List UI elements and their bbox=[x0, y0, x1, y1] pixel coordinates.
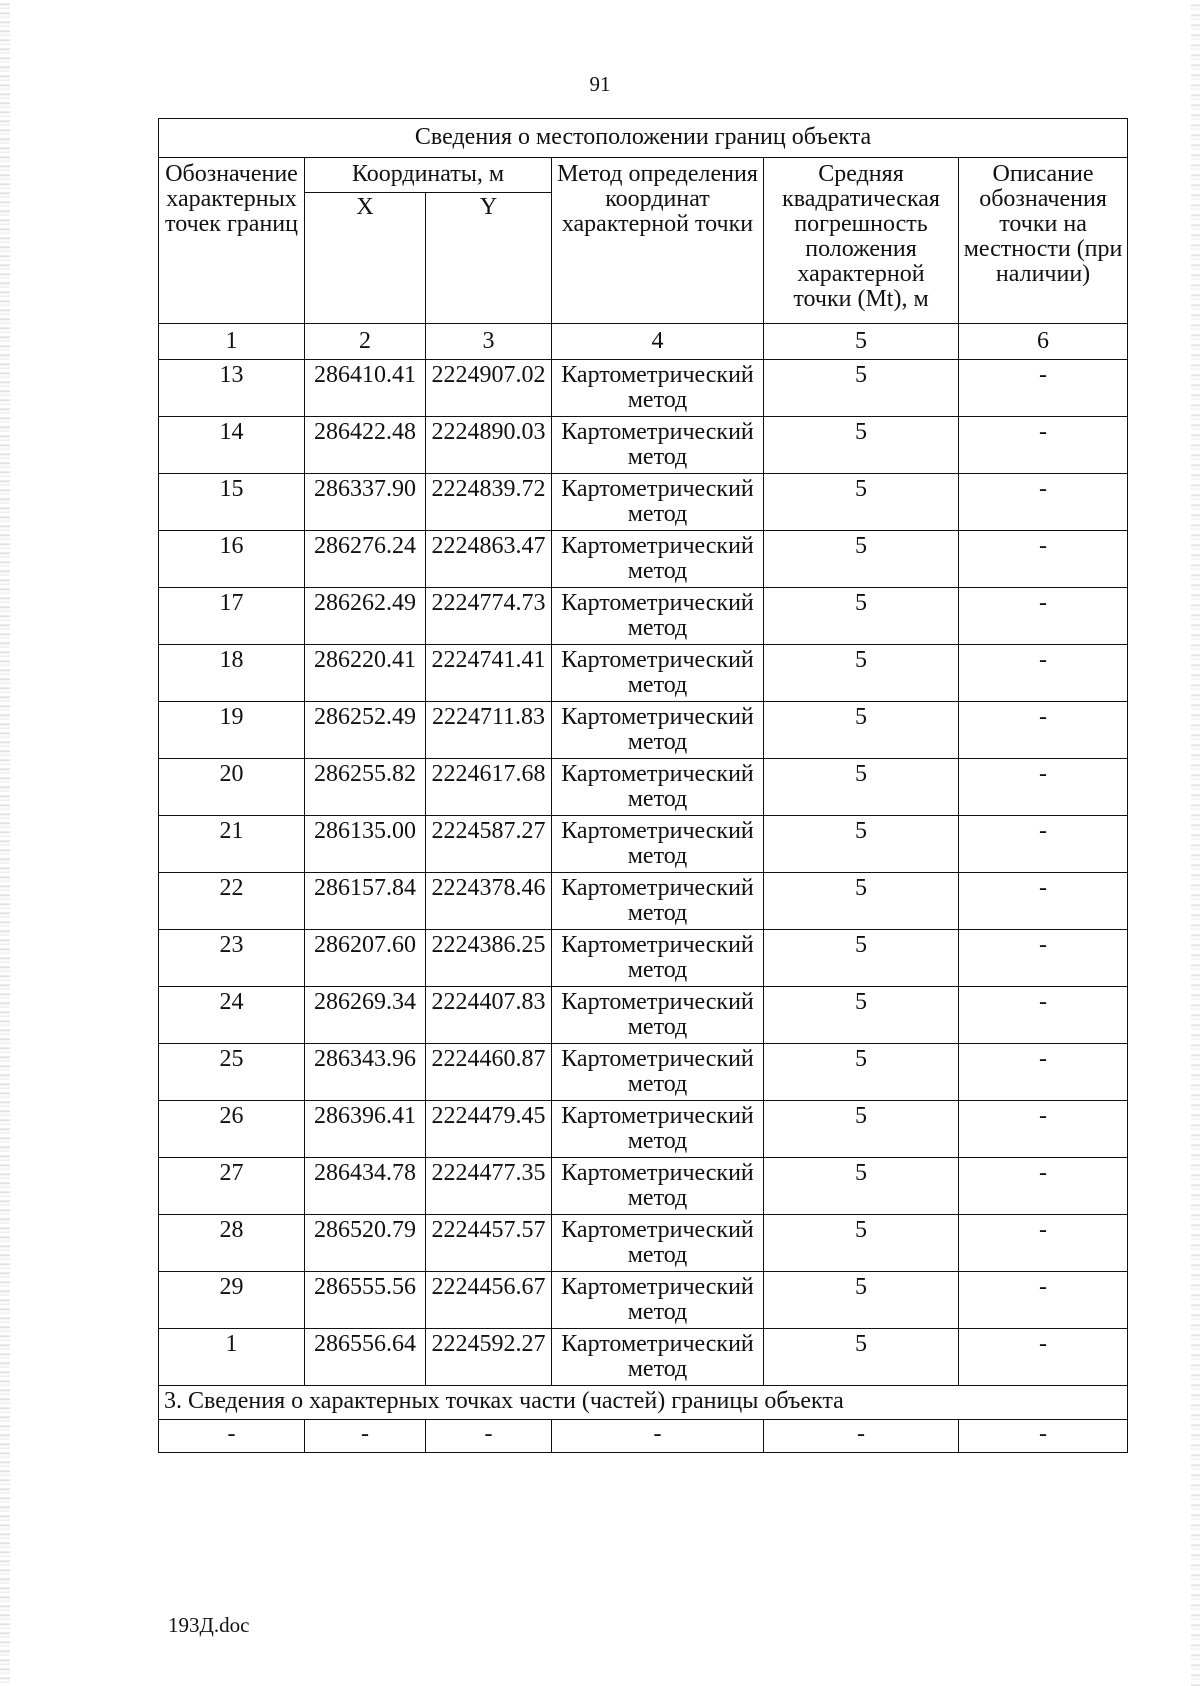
error-cell: 5 bbox=[764, 474, 959, 531]
table-row bbox=[159, 1272, 1128, 1329]
x-cell: 286337.90 bbox=[305, 474, 426, 531]
error-cell: 5 bbox=[764, 588, 959, 645]
table-row bbox=[159, 1329, 1128, 1386]
method-line-1: Картометрический bbox=[561, 989, 754, 1015]
table-row bbox=[159, 1215, 1128, 1272]
y-cell: 2224774.73 bbox=[426, 588, 552, 645]
method-line-1: Картометрический bbox=[561, 476, 754, 502]
y-cell: 2224407.83 bbox=[426, 987, 552, 1044]
x-cell: 286396.41 bbox=[305, 1101, 426, 1158]
point-cell: 25 bbox=[159, 1044, 305, 1101]
x-cell: 286410.41 bbox=[305, 360, 426, 417]
y-cell: 2224378.46 bbox=[426, 873, 552, 930]
empty-cell: - bbox=[959, 1420, 1128, 1453]
method-cell bbox=[552, 1272, 764, 1329]
boundary-coordinates-table bbox=[158, 118, 1128, 1453]
point-cell: 21 bbox=[159, 816, 305, 873]
table-row bbox=[159, 1101, 1128, 1158]
point-cell: 26 bbox=[159, 1101, 305, 1158]
method-line-2: метод bbox=[627, 900, 688, 926]
table-row bbox=[159, 588, 1128, 645]
x-cell: 286207.60 bbox=[305, 930, 426, 987]
method-line-1: Картометрический bbox=[561, 590, 754, 616]
description-cell: - bbox=[959, 1272, 1128, 1329]
method-line-2: метод bbox=[627, 1128, 688, 1154]
error-cell: 5 bbox=[764, 873, 959, 930]
error-cell: 5 bbox=[764, 759, 959, 816]
description-cell: - bbox=[959, 474, 1128, 531]
method-line-2: метод bbox=[627, 786, 688, 812]
document-filename: 193Д.doc bbox=[168, 1613, 250, 1637]
table-title: Сведения о местоположении границ объекта bbox=[159, 119, 1128, 158]
method-line-1: Картометрический bbox=[561, 1103, 754, 1129]
method-line-2: метод bbox=[627, 1242, 688, 1268]
error-cell: 5 bbox=[764, 531, 959, 588]
method-line-2: метод bbox=[627, 729, 688, 755]
y-cell: 2224863.47 bbox=[426, 531, 552, 588]
point-cell: 29 bbox=[159, 1272, 305, 1329]
error-cell: 5 bbox=[764, 1158, 959, 1215]
point-cell: 23 bbox=[159, 930, 305, 987]
method-cell bbox=[552, 588, 764, 645]
table-row bbox=[159, 1044, 1128, 1101]
method-cell bbox=[552, 1044, 764, 1101]
error-cell: 5 bbox=[764, 645, 959, 702]
method-line-1: Картометрический bbox=[561, 1331, 754, 1357]
point-cell: 14 bbox=[159, 417, 305, 474]
description-cell: - bbox=[959, 417, 1128, 474]
column-number: 4 bbox=[552, 324, 764, 360]
method-cell bbox=[552, 1158, 764, 1215]
y-cell: 2224479.45 bbox=[426, 1101, 552, 1158]
point-cell: 17 bbox=[159, 588, 305, 645]
empty-cell: - bbox=[159, 1420, 305, 1453]
error-cell: 5 bbox=[764, 930, 959, 987]
description-cell: - bbox=[959, 645, 1128, 702]
description-cell: - bbox=[959, 987, 1128, 1044]
error-cell: 5 bbox=[764, 1044, 959, 1101]
y-cell: 2224587.27 bbox=[426, 816, 552, 873]
method-line-2: метод bbox=[627, 1356, 688, 1382]
column-number: 3 bbox=[426, 324, 552, 360]
method-line-1: Картометрический bbox=[561, 761, 754, 787]
scan-edge-left bbox=[0, 0, 10, 1686]
method-cell bbox=[552, 1329, 764, 1386]
table-row bbox=[159, 645, 1128, 702]
table-row bbox=[159, 930, 1128, 987]
y-cell: 2224460.87 bbox=[426, 1044, 552, 1101]
method-cell bbox=[552, 816, 764, 873]
description-cell: - bbox=[959, 1044, 1128, 1101]
method-cell bbox=[552, 1101, 764, 1158]
description-cell: - bbox=[959, 360, 1128, 417]
column-numbers-row bbox=[159, 324, 1128, 360]
description-cell: - bbox=[959, 1158, 1128, 1215]
method-line-1: Картометрический bbox=[561, 647, 754, 673]
method-cell bbox=[552, 873, 764, 930]
table-row bbox=[159, 759, 1128, 816]
method-cell bbox=[552, 759, 764, 816]
method-line-2: метод bbox=[627, 1299, 688, 1325]
method-line-1: Картометрический bbox=[561, 704, 754, 730]
y-cell: 2224890.03 bbox=[426, 417, 552, 474]
x-cell: 286343.96 bbox=[305, 1044, 426, 1101]
method-line-1: Картометрический bbox=[561, 419, 754, 445]
empty-cell: - bbox=[552, 1420, 764, 1453]
x-cell: 286262.49 bbox=[305, 588, 426, 645]
y-cell: 2224457.57 bbox=[426, 1215, 552, 1272]
error-cell: 5 bbox=[764, 1272, 959, 1329]
y-cell: 2224711.83 bbox=[426, 702, 552, 759]
point-cell: 13 bbox=[159, 360, 305, 417]
method-line-2: метод bbox=[627, 387, 688, 413]
method-cell bbox=[552, 474, 764, 531]
x-cell: 286157.84 bbox=[305, 873, 426, 930]
method-line-2: метод bbox=[627, 1071, 688, 1097]
description-cell: - bbox=[959, 930, 1128, 987]
x-cell: 286520.79 bbox=[305, 1215, 426, 1272]
column-number: 1 bbox=[159, 324, 305, 360]
method-line-2: метод bbox=[627, 558, 688, 584]
method-line-1: Картометрический bbox=[561, 818, 754, 844]
method-line-2: метод bbox=[627, 1185, 688, 1211]
description-cell: - bbox=[959, 759, 1128, 816]
method-line-1: Картометрический bbox=[561, 1160, 754, 1186]
header-row-top bbox=[159, 158, 1128, 193]
method-line-2: метод bbox=[627, 672, 688, 698]
method-line-1: Картометрический bbox=[561, 1274, 754, 1300]
section-3-row bbox=[159, 1386, 1128, 1420]
x-cell: 286434.78 bbox=[305, 1158, 426, 1215]
empty-cell: - bbox=[426, 1420, 552, 1453]
y-cell: 2224592.27 bbox=[426, 1329, 552, 1386]
point-cell: 18 bbox=[159, 645, 305, 702]
x-cell: 286220.41 bbox=[305, 645, 426, 702]
description-cell: - bbox=[959, 1329, 1128, 1386]
table-row bbox=[159, 360, 1128, 417]
table-row bbox=[159, 873, 1128, 930]
table-row bbox=[159, 531, 1128, 588]
error-cell: 5 bbox=[764, 1215, 959, 1272]
method-line-2: метод bbox=[627, 615, 688, 641]
scan-edge-right bbox=[1191, 0, 1200, 1686]
method-line-2: метод bbox=[627, 444, 688, 470]
empty-cell: - bbox=[305, 1420, 426, 1453]
table-row bbox=[159, 474, 1128, 531]
point-cell: 27 bbox=[159, 1158, 305, 1215]
method-line-1: Картометрический bbox=[561, 1046, 754, 1072]
y-cell: 2224741.41 bbox=[426, 645, 552, 702]
method-line-2: метод bbox=[627, 957, 688, 983]
table-row bbox=[159, 987, 1128, 1044]
description-cell: - bbox=[959, 531, 1128, 588]
method-line-1: Картометрический bbox=[561, 362, 754, 388]
header-coordinates: Координаты, м bbox=[305, 158, 552, 193]
description-cell: - bbox=[959, 1215, 1128, 1272]
error-cell: 5 bbox=[764, 816, 959, 873]
table-row bbox=[159, 1158, 1128, 1215]
point-cell: 19 bbox=[159, 702, 305, 759]
y-cell: 2224839.72 bbox=[426, 474, 552, 531]
description-cell: - bbox=[959, 873, 1128, 930]
method-line-2: метод bbox=[627, 501, 688, 527]
point-cell: 24 bbox=[159, 987, 305, 1044]
point-cell: 20 bbox=[159, 759, 305, 816]
y-cell: 2224907.02 bbox=[426, 360, 552, 417]
x-cell: 286422.48 bbox=[305, 417, 426, 474]
method-cell bbox=[552, 1215, 764, 1272]
error-cell: 5 bbox=[764, 987, 959, 1044]
method-line-2: метод bbox=[627, 843, 688, 869]
method-line-1: Картометрический bbox=[561, 533, 754, 559]
method-cell bbox=[552, 930, 764, 987]
method-cell bbox=[552, 531, 764, 588]
description-cell: - bbox=[959, 702, 1128, 759]
header-description: Описание обозначения точки на местности (при наличии) bbox=[959, 158, 1128, 324]
x-cell: 286255.82 bbox=[305, 759, 426, 816]
header-mean-error: Средняя квадратическая погрешность положения характерной точки (Mt), м bbox=[764, 158, 959, 324]
point-cell: 15 bbox=[159, 474, 305, 531]
error-cell: 5 bbox=[764, 1101, 959, 1158]
table-title-row bbox=[159, 119, 1128, 158]
column-number: 6 bbox=[959, 324, 1128, 360]
y-cell: 2224477.35 bbox=[426, 1158, 552, 1215]
description-cell: - bbox=[959, 816, 1128, 873]
method-cell bbox=[552, 702, 764, 759]
point-cell: 1 bbox=[159, 1329, 305, 1386]
method-cell bbox=[552, 417, 764, 474]
description-cell: - bbox=[959, 588, 1128, 645]
table-row bbox=[159, 816, 1128, 873]
point-cell: 16 bbox=[159, 531, 305, 588]
method-line-2: метод bbox=[627, 1014, 688, 1040]
page-number: 91 bbox=[589, 72, 611, 96]
x-cell: 286269.34 bbox=[305, 987, 426, 1044]
x-cell: 286556.64 bbox=[305, 1329, 426, 1386]
description-cell: - bbox=[959, 1101, 1128, 1158]
error-cell: 5 bbox=[764, 702, 959, 759]
point-cell: 28 bbox=[159, 1215, 305, 1272]
section-3-title: 3. Сведения о характерных точках части (частей) границы объекта bbox=[159, 1386, 1128, 1420]
error-cell: 5 bbox=[764, 417, 959, 474]
x-cell: 286276.24 bbox=[305, 531, 426, 588]
y-cell: 2224386.25 bbox=[426, 930, 552, 987]
y-cell: 2224456.67 bbox=[426, 1272, 552, 1329]
header-method: Метод определения координат характерной точки bbox=[552, 158, 764, 324]
section-3-empty-row bbox=[159, 1420, 1128, 1453]
point-cell: 22 bbox=[159, 873, 305, 930]
method-line-1: Картометрический bbox=[561, 932, 754, 958]
header-point-designation: Обозначение характерных точек границ bbox=[159, 158, 305, 324]
method-cell bbox=[552, 645, 764, 702]
column-number: 2 bbox=[305, 324, 426, 360]
header-x: X bbox=[305, 193, 426, 324]
method-line-1: Картометрический bbox=[561, 875, 754, 901]
x-cell: 286135.00 bbox=[305, 816, 426, 873]
error-cell: 5 bbox=[764, 360, 959, 417]
x-cell: 286555.56 bbox=[305, 1272, 426, 1329]
method-line-1: Картометрический bbox=[561, 1217, 754, 1243]
y-cell: 2224617.68 bbox=[426, 759, 552, 816]
column-number: 5 bbox=[764, 324, 959, 360]
empty-cell: - bbox=[764, 1420, 959, 1453]
header-y: Y bbox=[426, 193, 552, 324]
method-cell bbox=[552, 360, 764, 417]
error-cell: 5 bbox=[764, 1329, 959, 1386]
table-row bbox=[159, 702, 1128, 759]
x-cell: 286252.49 bbox=[305, 702, 426, 759]
method-cell bbox=[552, 987, 764, 1044]
table-row bbox=[159, 417, 1128, 474]
